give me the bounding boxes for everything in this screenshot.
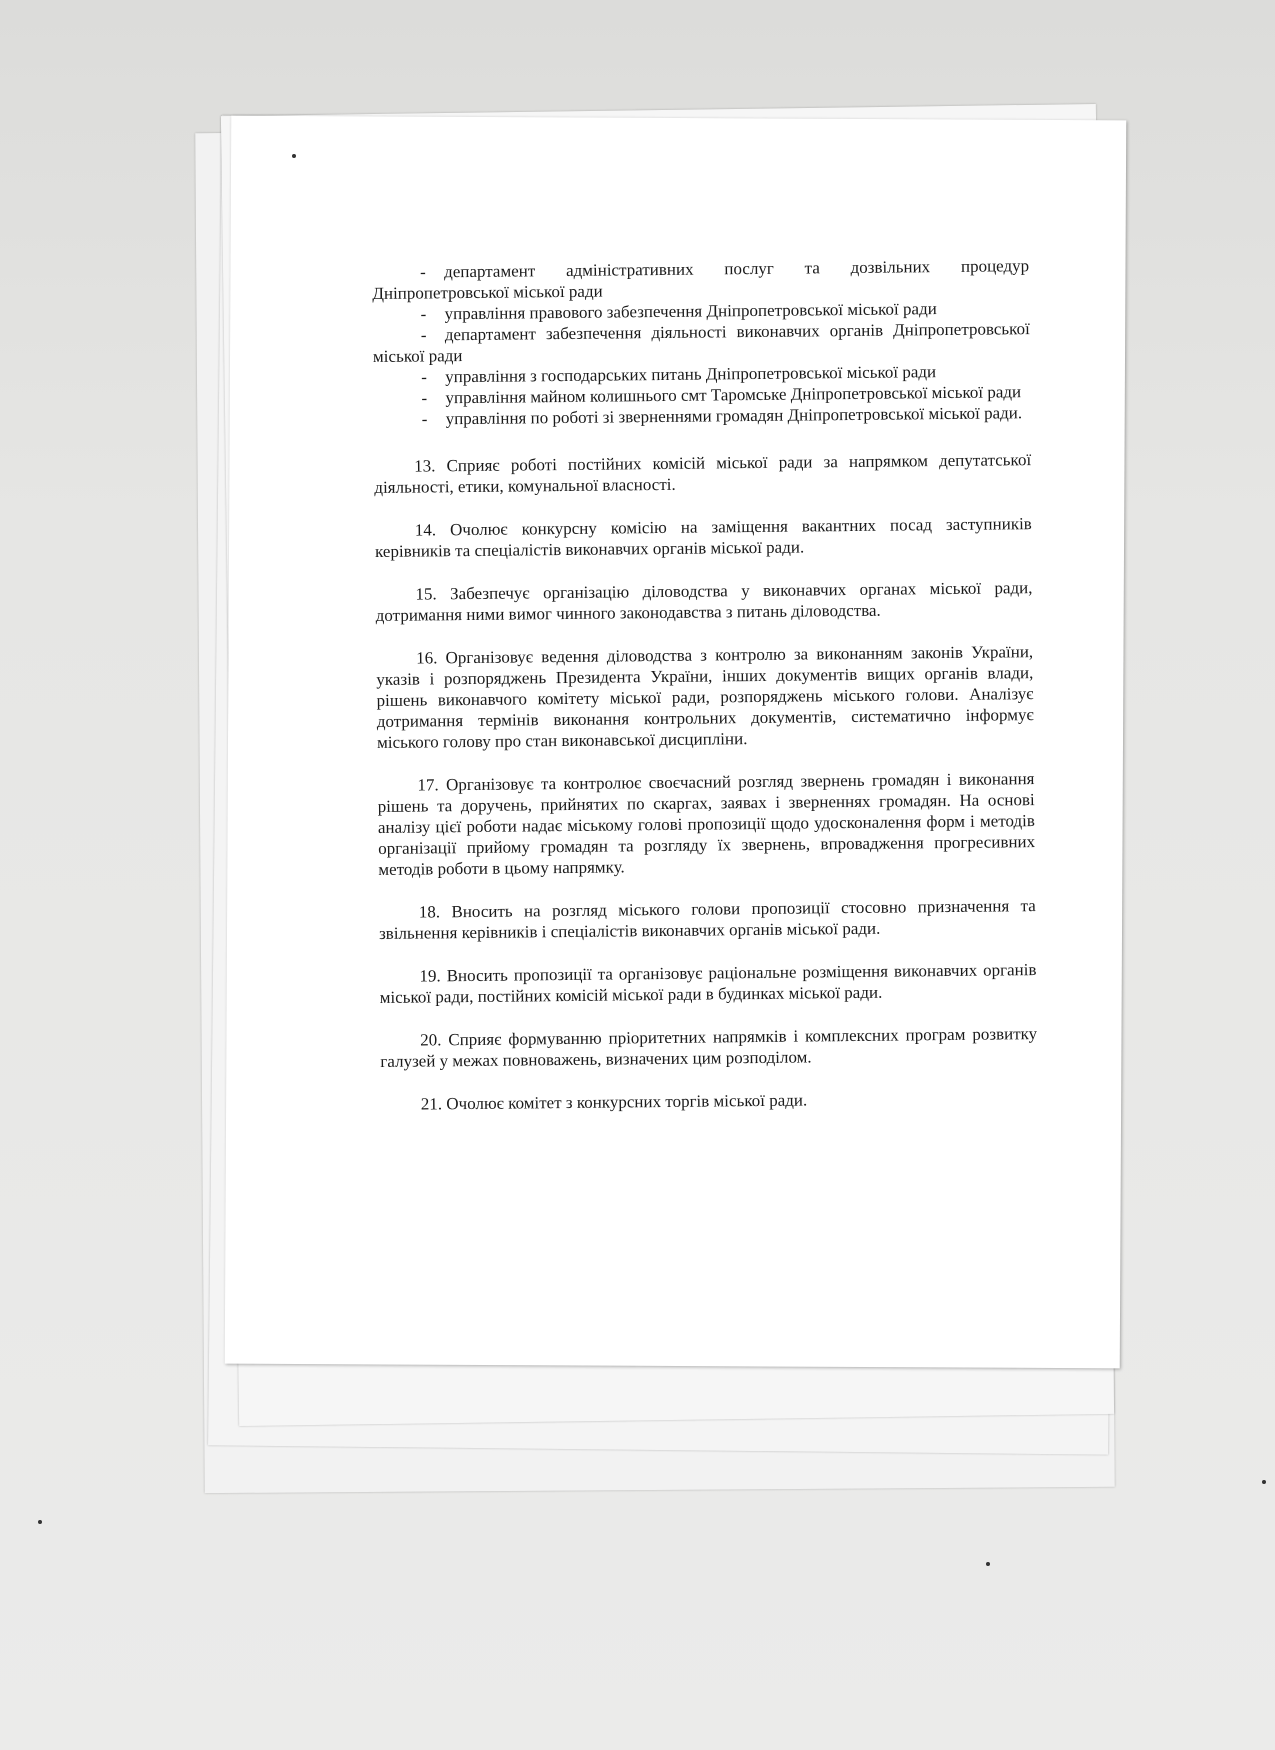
numbered-item <box>374 449 1031 498</box>
bullet-item <box>373 318 1030 367</box>
bullet-text: управління з господарських питань Дніпропетровської міської ради <box>445 362 937 387</box>
bullet-text: управління по роботі зі зверненнями громадян Дніпропетровської міської ради. <box>445 403 1023 429</box>
item-text: 13. Сприяє роботі постійних комісій міської ради за напрямком депутатської діяльності, етики, комунальної власності. <box>374 450 1032 497</box>
item-text: 19. Вносить пропозиції та організовує раціональне розміщення виконавчих органів міської ради, постійних комісій міської ради в будинках міської ради. <box>379 960 1037 1007</box>
numbered-item <box>379 895 1036 944</box>
bullet-text: управління майном колишнього смт Таромське Дніпропетровської міської ради <box>445 382 1022 408</box>
bullet-text: департамент адміністративних послуг та дозвільних процедур Дніпропетровської міської ради <box>372 256 1030 303</box>
dust-speck <box>292 154 296 158</box>
item-text: 20. Сприяє формуванню пріоритетних напрямків і комплексних програм розвитку галузей у межах повноважень, визначених цим розподілом. <box>380 1024 1038 1071</box>
item-text: 17. Організовує та контролює своєчасний розгляд звернень громадян і виконання рішень та доручень, прийнятих по скаргах, заявах і зверненнях громадян. На основі аналізу цієї роботи надає міському голові пропозиції щодо удосконалення форм і методів організації прийому громадян та розгляду їх звернень, впровадження прогресивних методів роботи в цьому напрямку. <box>377 769 1036 879</box>
item-text: 15. Забезпечує організацію діловодства у виконавчих органах міської ради, дотримання ними вимог чинного законодавства з питань діловодства. <box>375 578 1033 625</box>
bullet-marker: - <box>421 367 427 387</box>
item-text: 18. Вносить на розгляд міського голови пропозиції стосовно призначення та звільнення керівників і спеціалістів виконавчих органів міської ради. <box>378 896 1036 943</box>
numbered-item <box>375 577 1032 626</box>
bullet-marker: - <box>420 262 426 282</box>
bullet-text: управління правового забезпечення Дніпропетровської міської ради <box>444 299 937 324</box>
dust-speck <box>1262 1480 1266 1484</box>
item-text: 21. Очолює комітет з конкурсних торгів міської ради. <box>420 1090 808 1114</box>
numbered-item <box>375 513 1032 562</box>
numbered-item <box>376 641 1034 753</box>
item-text: 14. Очолює конкурсну комісію на заміщення вакантних посад заступників керівників та спеціалістів виконавчих органів міської ради. <box>374 514 1032 561</box>
document-body <box>372 255 1038 1115</box>
bullet-text: департамент забезпечення діяльності виконавчих органів Дніпропетровської міської ради <box>372 319 1030 366</box>
dust-speck <box>38 1520 42 1524</box>
bullet-marker: - <box>421 388 428 408</box>
bullet-marker: - <box>421 409 428 429</box>
numbered-item <box>377 768 1035 880</box>
item-text: 16. Організовує ведення діловодства з контролю за виконанням законів України, указів і розпоряджень Президента України, інших документів вищих органів влади, рішень виконавчого комітету міської ради, розпоряджень міського голови. Аналізує дотримання термінів виконання контрольних документів, систематично інформує міського голову про стан виконавської дисципліни. <box>376 642 1034 752</box>
bullet-item <box>372 255 1029 304</box>
numbered-item <box>380 1023 1037 1072</box>
numbered-item <box>379 959 1036 1008</box>
bullet-marker: - <box>420 304 427 324</box>
dust-speck <box>986 1562 990 1566</box>
bullet-marker: - <box>420 325 427 345</box>
